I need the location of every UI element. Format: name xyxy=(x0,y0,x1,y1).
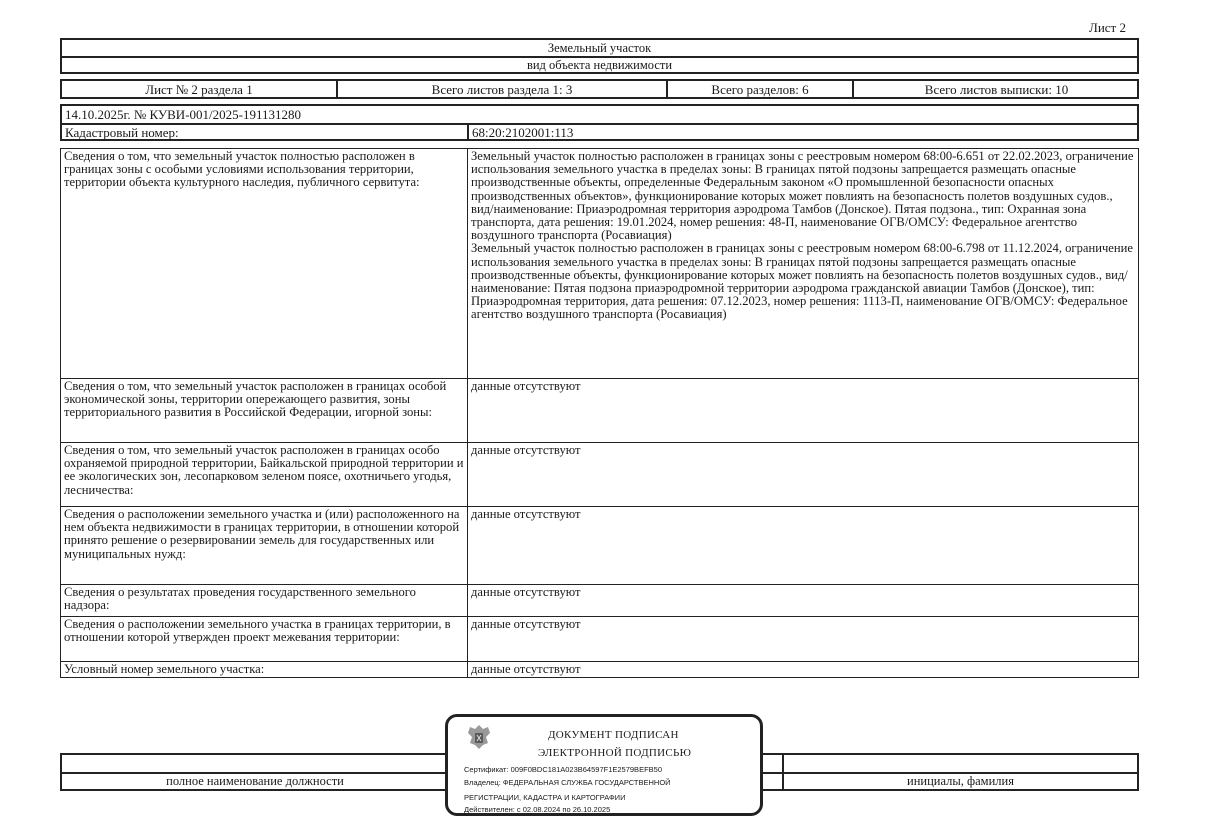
table-row xyxy=(61,662,1139,678)
table-row xyxy=(61,443,1139,507)
land-info-table xyxy=(60,148,1139,678)
stamp-validity: Действителен: с 02.08.2024 по 26.10.2025 xyxy=(464,805,611,814)
table-row xyxy=(61,617,1139,662)
table-row xyxy=(61,585,1139,617)
name-caption: инициалы, фамилия xyxy=(907,774,1014,788)
cadastral-label: Кадастровый номер: xyxy=(65,125,179,140)
row-value: данные отсутствуют xyxy=(468,443,1139,507)
row-label: Сведения о том, что земельный участок расположен в границах особо охраняемой природной территории, Байкальской природной территории и ее экологических зон, лесопарковом зеленом поясе, охотничьего угодья, лесничества: xyxy=(61,443,468,507)
name-signature-field xyxy=(760,753,1139,791)
total-sections: Всего разделов: 6 xyxy=(711,82,809,97)
row-value: данные отсутствуют xyxy=(468,617,1139,662)
row-label: Сведения о расположении земельного участка и (или) расположенного на нем объекта недвижимости в границах территории, в отношении которой принято решение о резервировании земель для государственных или муниципальных нужд: xyxy=(61,507,468,585)
row-value xyxy=(468,149,1139,379)
stamp-line-2: ЭЛЕКТРОННОЙ ПОДПИСЬЮ xyxy=(538,747,692,759)
doc-reference-block xyxy=(60,104,1139,141)
table-row xyxy=(61,379,1139,443)
object-type-header xyxy=(60,38,1139,74)
stamp-owner-1: Владелец: ФЕДЕРАЛЬНАЯ СЛУЖБА ГОСУДАРСТВЕННОЙ xyxy=(464,778,671,787)
row-value: данные отсутствуют xyxy=(468,379,1139,443)
certificate-number: Сертификат: 009F0BDC181A023B64597F1E2579BEFB50 xyxy=(464,765,662,774)
row-value: данные отсутствуют xyxy=(468,662,1139,678)
sheet-of-section: Лист № 2 раздела 1 xyxy=(145,82,253,97)
stamp-line-1: ДОКУМЕНТ ПОДПИСАН xyxy=(548,729,679,741)
sheet-number: Лист 2 xyxy=(1089,20,1126,35)
electronic-signature-stamp xyxy=(445,714,763,816)
zone-entry-2: Земельный участок полностью расположен в границах зоны с реестровым номером 68:00-6.798 от 11.12.2024, ограничение использования земельного участка в пределах зоны: В границах пятой подзоны запрещается размещать опасные производственные объекты, функционирование которых может повлиять на безопасность полетов воздушных судов., вид/наименование: Пятая подзона приаэродромной территории аэродрома гражданской авиации Тамбов (Донское), тип: Приаэродромная территория, дата решения: 07.12.2023, номер решения: 1113-П, наименование ОГВ/ОМСУ: Федеральное агентство воздушного транспорта (Росавиация) xyxy=(471,241,1133,322)
zone-entry-1: Земельный участок полностью расположен в границах зоны с реестровым номером 68:00-6.651 от 22.02.2023, ограничение использования земельного участка в пределах зоны: В границах пятой подзоны запрещается размещать опасные производственные объекты, определенные Федеральным законом «О промышленной безопасности опасных производственных объектов», функционирование которых может повлиять на безопасность полетов воздушных судов., вид/наименование: Приаэродромная территория аэродрома Тамбов (Донское). Пятая подзона., тип: Охранная зона транспорта, дата решения: 19.01.2024, номер решения: 48-П, наименование ОГВ/ОМСУ: Федеральное агентство воздушного транспорта (Росавиация) xyxy=(471,149,1134,243)
total-sheets-section: Всего листов раздела 1: 3 xyxy=(431,82,573,97)
cadastral-number: 68:20:2102001:113 xyxy=(472,125,574,140)
table-row xyxy=(61,149,1139,379)
row-label: Сведения о том, что земельный участок полностью расположен в границах зоны с особыми условиями использования территории, территории объекта культурного наследия, публичного сервитута: xyxy=(61,149,468,379)
row-label: Сведения о результатах проведения государственного земельного надзора: xyxy=(61,585,468,617)
position-signature-field xyxy=(60,753,450,791)
object-subtitle: вид объекта недвижимости xyxy=(526,58,673,72)
table-row xyxy=(61,507,1139,585)
total-sheets-extract: Всего листов выписки: 10 xyxy=(924,82,1069,97)
row-label: Сведения о расположении земельного участка в границах территории, в отношении которой утвержден проект межевания территории: xyxy=(61,617,468,662)
object-title: Земельный участок xyxy=(547,41,652,55)
row-value: данные отсутствуют xyxy=(468,507,1139,585)
position-caption: полное наименование должности xyxy=(166,774,344,788)
stamp-owner-2: РЕГИСТРАЦИИ, КАДАСТРА И КАРТОГРАФИИ xyxy=(464,793,626,802)
doc-reference: 14.10.2025г. № КУВИ-001/2025-191131280 xyxy=(65,107,301,122)
row-label: Сведения о том, что земельный участок расположен в границах особой экономической зоны, территории опережающего развития, зоны территориального развития в Российской Федерации, игорной зоны: xyxy=(61,379,468,443)
row-label: Условный номер земельного участка: xyxy=(61,662,468,678)
coat-of-arms-icon xyxy=(466,723,492,751)
info-bar xyxy=(60,79,1139,99)
row-value: данные отсутствуют xyxy=(468,585,1139,617)
